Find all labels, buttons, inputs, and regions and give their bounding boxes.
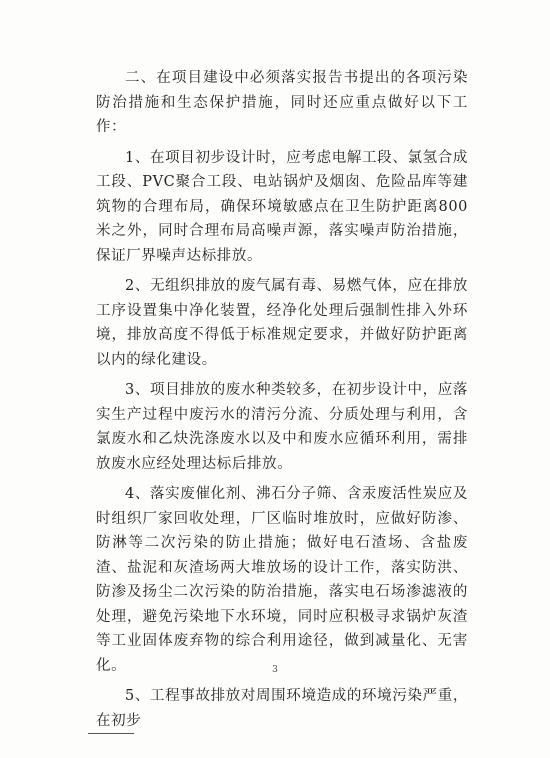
document-body — [96, 66, 468, 739]
paragraph-item-3: 3、项目排放的废水种类较多，在初步设计中，应落实生产过程中废污水的清污分流、分质处理与利用，含氯废水和乙炔洗涤废水以及中和废水应循环利用，需排放废水应经处理达标后排放。 — [96, 382, 468, 472]
paragraph-item-4: 4、落实废催化剂、沸石分子筛、含汞废活性炭应及时组织厂家回收处理，厂区临时堆放时，应做好防渗、防淋等二次污染的防止措施；做好电石渣场、含盐废渣、盐泥和灰渣场两大堆放场的设计工作，落实防洪、防渗及扬尘二次污染的防治措施，落实电石场渗滤液的处理，避免污染地下水环境，同时应积极寻求锅炉灰渣等工业固体废弃物的综合利用途径，做到减量化、无害化。 — [96, 486, 468, 674]
paragraph-section-two-intro: 二、在项目建设中必须落实报告书提出的各项污染防治措施和生态保护措施，同时还应重点做好以下工作： — [96, 70, 468, 135]
paragraph-item-1: 1、在项目初步设计时，应考虑电解工段、氯氢合成工段、PVC聚合工段、电站锅炉及烟囱、危险品库等建筑物的合理布局，确保环境敏感点在卫生防护距离800米之外，同时合理布局高噪声源，落实噪声防治措施，保证厂界噪声达标排放。 — [96, 149, 468, 264]
paragraph-item-2: 2、无组织排放的废气属有毒、易燃气体，应在排放工序设置集中净化装置，经净化处理后强制性排入外环境，排放高度不得低于标准规定要求，并做好防护距离以内的绿化建设。 — [96, 278, 468, 368]
page-number: 3 — [272, 665, 278, 675]
footer-divider — [88, 733, 134, 734]
paragraph-item-5: 5、工程事故排放对周围环境造成的环境污染严重，在初步 — [96, 688, 468, 729]
